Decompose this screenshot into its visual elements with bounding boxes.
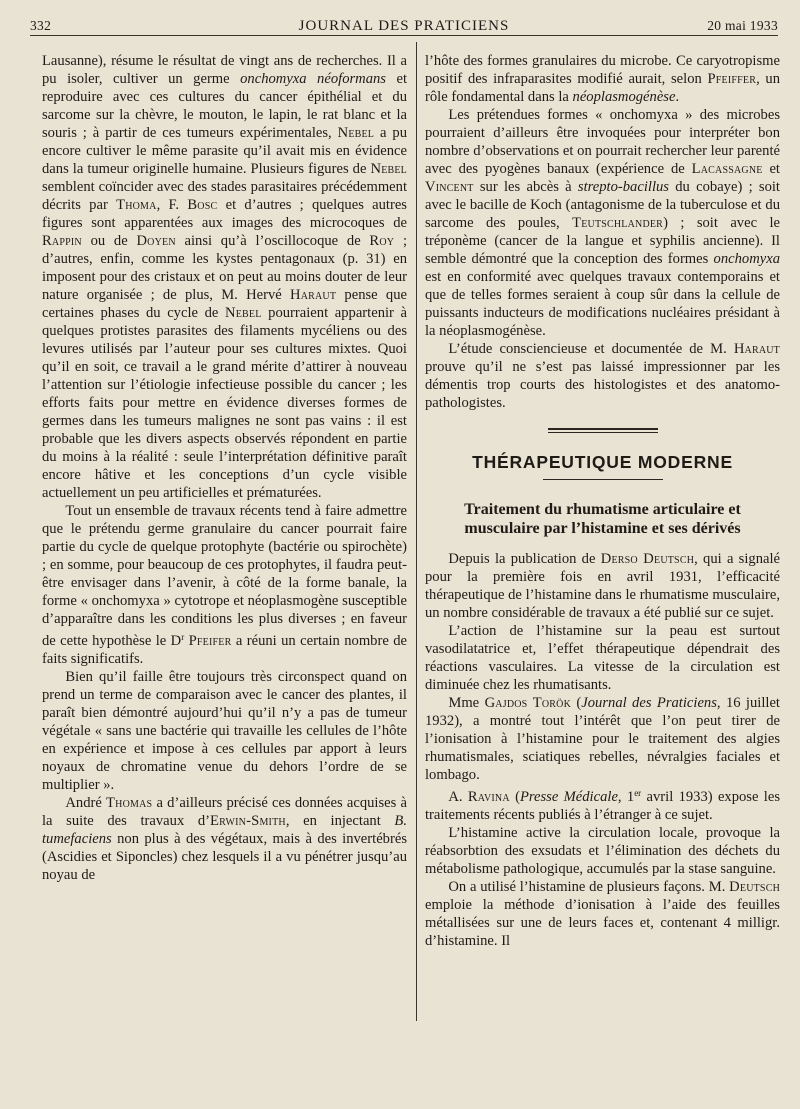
italic-text: néoplasmogénèse [572,89,676,105]
author-name: Thomas [106,795,153,811]
text-run: l’hôte des formes granulaires du microbe. Ce caryotropisme positif des infraparasites modifié aurait, selon [425,53,780,87]
author-name: Deutsch [729,879,780,895]
left-column [42,52,407,884]
paragraph [425,784,780,824]
article-title: Traitement du rhumatisme articulaire et musculaire par l’histamine et ses dérivés [464,501,741,537]
text-run: est en conformité avec quelques travaux contemporains et que de telles formes seraient à coup sûr dans la cellule de puissants inducteurs de modifications nucléaires présidant à la néoplasmogénèse. [425,269,780,339]
author-name: Ravina [467,789,510,805]
text-run: ) ; soit avec le tréponème (cancer de la langue et syphilis ancienne). Il semble démontré que la conception des formes [425,215,780,267]
text-run: sur les abcès à [473,179,578,195]
text-run: ainsi qu’à l’oscillocoque de [175,233,370,249]
text-run: A. [448,789,468,805]
text-run: ( [571,695,582,711]
author-name: Haraut [733,341,780,357]
italic-text: onchomyxa [713,251,780,267]
text-run: Lausanne), résume le résultat de vingt ans de recherches. Il a pu isoler, cultiver un germe [42,53,407,87]
text-run: Tout un ensemble de travaux récents tend à faire admettre que le prétendu germe granulaire du cancer pourrait faire partie du cycle de quelque protophyte (bactérie ou spirochète) ; en somme, pour beaucoup de ces protophytes, il faudra peut-être envisager dans l’avenir, à côté de la forme banale, la forme « onchomyxa » cytotrope et néoplasmogène susceptible d’apparaître dans les conditions les plus diverses ; en faveur de cette hypothèse le D [42,503,407,649]
author-name: Pfeifer [188,633,232,649]
author-name: Gajdos Torök [484,695,571,711]
page-number: 332 [30,18,52,33]
text-run: er [634,788,642,798]
paragraph [425,878,780,950]
text-run: prouve qu’il ne s’est pas laissé impressionner par les démentis trop courts des histologistes et des anatomo-pathologistes. [425,359,780,411]
paragraph [425,106,780,340]
author-name: Haraut [289,287,337,303]
text-run: ; d’autres, enfin, comme les kystes pentagonaux (p. 31) en imposent pour des cristaux et on peut au moins douter de leur nature organisée ; de plus, M. Hervé [42,233,407,303]
author-name: Derso Deutsch [600,551,695,567]
section-separator [548,428,658,433]
author-name: Erwin-Smith [210,813,286,829]
text-run: L’étude consciencieuse et documentée de M. [448,341,734,357]
paragraph [425,550,780,622]
author-name: Nebel [337,125,375,141]
text-run: , 16 juillet 1932), a montré tout l’intérêt que l’on peut tirer de l’ionisation à l’histamine pour le traitement des algies rhumatismales, sciatiques rebelles, névralgies faciales et lombago. [425,695,780,783]
text-run: avril 1933) expose les traitements récents publiés à l’étranger à ce sujet. [425,789,780,823]
text-run: et d’autres ; quelques autres figures sont apparentées aux images des microcoques de [42,197,407,231]
paragraph [42,52,407,502]
author-name: Rappin [42,233,82,249]
italic-text: Presse Médicale [519,789,618,805]
text-run: r [181,632,185,642]
text-run: Depuis la publication de [448,551,601,567]
column-divider [416,42,417,1021]
text-run: et reproduire avec ces cultures du cancer épithélial et du sarcome sur la chèvre, le mouton, le lapin, le rat blanc et la souris ; à partir de ces tumeurs expérimentales, [42,71,407,141]
running-header [30,14,778,44]
text-run: , un rôle fondamental dans la [425,71,781,105]
italic-text: B. tumefaciens [42,813,407,847]
paragraph [42,502,407,668]
text-run: a d’ailleurs précisé ces données acquises à la suite des travaux d’ [42,795,408,829]
text-run: ou de [81,233,137,249]
text-run: a pu encore cultiver le même parasite qu’il avait mis en évidence dans la tumeur originelle humaine. Plusieurs figures de [42,125,407,177]
author-name: Vincent [425,179,474,195]
author-name: Lacassagne [691,161,763,177]
paragraph [42,794,407,884]
author-name: Doyen [136,233,176,249]
paragraph [425,824,780,878]
author-name: Nebel [370,161,407,177]
paragraph [425,694,780,784]
author-name: Bosc [187,197,218,213]
text-run: L’histamine active la circulation locale, provoque la réabsorbtion des exsudats et l’élimination des déchets du métabolisme pathologique, accumulés par la stase sanguine. [425,825,780,877]
text-run: , F. [156,197,188,213]
author-name: Nebel [225,305,262,321]
paragraph [425,340,780,412]
journal-title: JOURNAL DES PRATICIENS [298,18,510,34]
paragraph [42,668,407,794]
section-title-rule [543,479,663,480]
text-run: pense que certaines phases du cycle de [42,287,407,321]
text-run: emploie la méthode d’ionisation à l’aide des feuilles métallisées sur une de leurs faces et, contenant 4 milligr. d’histamine. Il [425,897,780,949]
text-run: L’action de l’histamine sur la peau est surtout vasodilatatrice et, l’effet thérapeutique dépendrait des réactions vasculaires. La vitesse de la circulation est diminuée chez les rhumatisants. [425,623,780,693]
text-run: , 1 [617,789,635,805]
italic-text: Journal des Praticiens [581,695,717,711]
issue-date: 20 mai 1933 [707,18,778,33]
italic-text: onchomyxa néoformans [240,71,386,87]
text-run: Mme [448,695,485,711]
author-name: Thoma [116,197,157,213]
author-name: Teutschlander [572,215,664,231]
text-run: non plus à des végétaux, mais à des invertébrés (Ascidies et Siponcles) chez lesquels il a vu pénétrer jusqu’au noyau de [42,831,407,883]
text-run: Bien qu’il faille être toujours très circonspect quand on prend un terme de comparaison avec le cancer des plantes, il paraît bien démontré aujourd’hui qu’il n’y a pas de tumeur végétale « sans une bactérie qui travaille les cellules de l’hôte en expérience et impose à ces cellules par apport à leurs noyaux de chromatine venue du dehors l’ordre de se multiplier ». [42,669,407,793]
author-name: Pfeiffer [707,71,757,87]
text-run: , en injectant [285,813,395,829]
paragraph [425,622,780,694]
section-title: THÉRAPEUTIQUE MODERNE [472,452,733,472]
text-run: semblent coïncider avec des stades parasitaires précédemment décrits par [42,179,407,213]
author-name: Roy [369,233,395,249]
text-run: du cobaye) ; soit avec le bacille de Koch (antagonisme de la tuberculose et du sarcome des poules, [425,179,780,231]
text-run: pourraient appartenir à quelques protistes parasites des filaments mycéliens ou des levures utilisés par l’auteur pour ses cultures mixtes. Quoi qu’il en soit, ce travail a le grand mérite d’attirer à nouveau l’attention sur l’étiologie infectieuse possible du cancer ; les efforts faits pour mettre en évidence diverses formes de germes dans les tumeurs malignes ne sont pas vains : il est probable que les divers aspects observés répondent en partie du moins à la réalité : seule l’interprétation définitive paraît encore hâtive et les conceptions d’un cycle visible actuellement un peu artificielles et prématurées. [42,305,407,501]
text-run: , qui a signalé pour la première fois en avril 1931, l’efficacité thérapeutique de l’histamine dans le rhumatisme musculaire, un nombre considérable de travaux a été publié sur ce sujet. [425,551,781,621]
text-run: André [65,795,107,811]
text-run: Les prétendues formes « onchomyxa » des microbes pourraient d’ailleurs être invoquées pour interpréter bon nombre d’observations et on pourrait rechercher leur parenté avec des pyogènes banaux (expérience de [425,107,780,177]
text-run: . [675,89,680,105]
text-run: et [762,161,780,177]
text-run: On a utilisé l’histamine de plusieurs façons. M. [448,879,730,895]
italic-text: strepto-bacillus [577,179,669,195]
header-rule [30,35,778,36]
right-column [425,52,780,950]
paragraph [425,52,780,106]
text-run: a réuni un certain nombre de faits significatifs. [42,633,407,667]
text-run: ( [509,789,520,805]
